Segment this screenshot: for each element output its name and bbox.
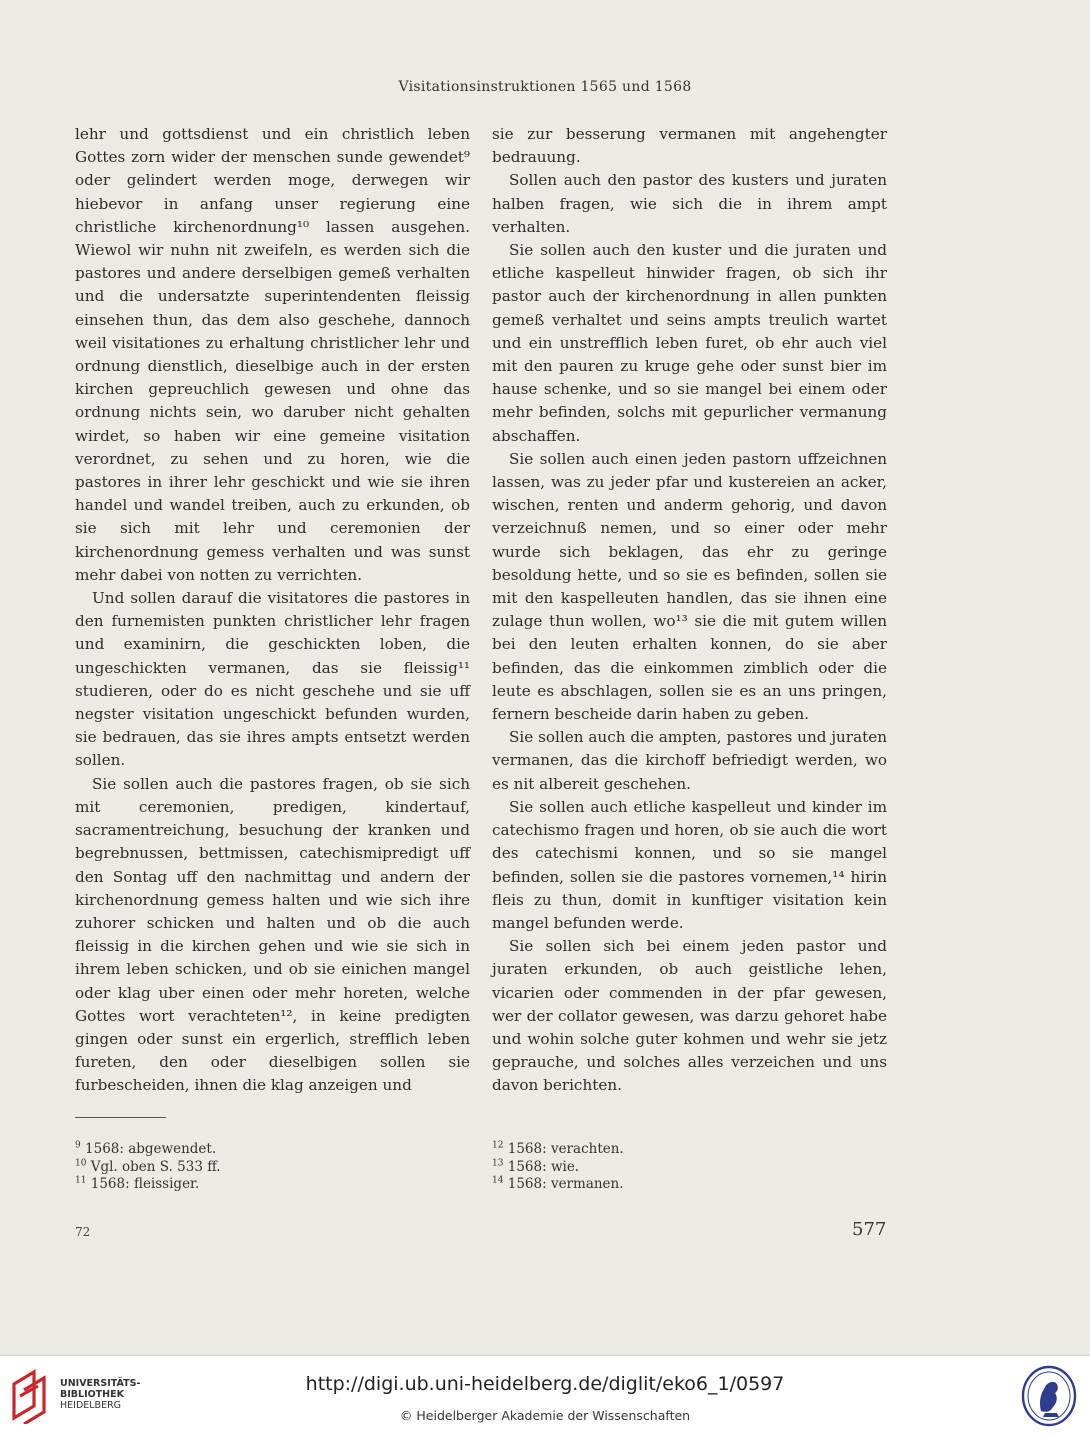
signature-mark: 72 bbox=[75, 1225, 91, 1239]
page-number: 577 bbox=[852, 1219, 887, 1240]
footnote-text: 1568: fleissiger. bbox=[90, 1176, 200, 1192]
left-column bbox=[75, 123, 470, 1098]
paragraph: Sie sollen auch den kuster und die juraten und etliche kaspelleut hinwider fragen, ob sich ihr pastor auch der kirchenordnung in allen punkten gemeß verhaltet und seins ampts treulich wartet und ein unstrefflich leben furet, ob ehr auch viel mit den pauren zu kruge gehe oder sunst bier im hause schenke, und so sie mangel bei einem oder mehr befinden, solchs mit gepurlicher vermanung abschaffen. bbox=[492, 241, 887, 445]
paragraph: Sie sollen auch die pastores fragen, ob sie sich mit ceremonien, predigen, kindertauf, sacramentreichung, besuchung der kranken und begrebnussen, bettmissen, catechismipredigt uff den Sontag uff den nachmittag und andern der kirchenordnung gemess halten und wie sich ihre zuhorer schicken und halten und ob die auch fleissig in die kirchen gehen und wie sie sich in ihrem leben schicken, und ob sie einichen mangel oder klag uber einen oder mehr horeten, welche Gottes wort verachteten¹², in keine predigten gingen oder sunst ein ergerlich, strefflich leben fureten, den oder dieselbigen sollen sie furbescheiden, ihnen die klag anzeigen und bbox=[75, 774, 470, 1095]
footnote bbox=[75, 1141, 221, 1159]
footnote bbox=[75, 1176, 221, 1194]
paragraph: Und sollen darauf die visitatores die pastores in den furnemisten punkten christlicher lehr fragen und examinirn, die geschickten loben, die ungeschickten vermanen, das sie fleissig¹¹ studieren, oder do es nicht geschehe und sie uff negster visitation ungeschickt befunden wurden, sie bedrauen, das sie ihres ampts entsetzt werden sollen. bbox=[75, 589, 470, 770]
footnote-text: 1568: abgewendet. bbox=[85, 1141, 217, 1157]
paragraph: Sie sollen auch etliche kaspelleut und kinder im catechismo fragen und horen, ob sie auch die wort des catechismi konnen, und so sie mangel befinden, sollen sie die pastores vornemen,¹⁴ hirin fleis zu thun, domit in kunftiger visitation kein mangel befunden werde. bbox=[492, 797, 887, 932]
permalink[interactable]: http://digi.ub.uni-heidelberg.de/diglit/eko6_1/0597 bbox=[305, 1373, 785, 1395]
footnote-number: 14 bbox=[492, 1175, 504, 1186]
library-name-line: UNIVERSITÄTS- bbox=[60, 1378, 141, 1389]
footnote-number: 13 bbox=[492, 1158, 504, 1168]
paragraph: Sie sollen sich bei einem jeden pastor und juraten erkunden, ob auch geistliche lehen, vicarien oder commenden in der pfar gewesen, wer der collator gewesen, was darzu gehoret habe und wohin solche guter kohmen und wehr sie jetz geprauche, und solches alles verzeichen und uns davon berichten. bbox=[492, 937, 887, 1095]
footnote-number: 11 bbox=[75, 1175, 87, 1186]
copyright-notice: © Heidelberger Akademie der Wissenschaften bbox=[399, 1408, 691, 1423]
footnote-number: 12 bbox=[492, 1140, 504, 1151]
footnote-text: 1568: wie. bbox=[507, 1158, 580, 1175]
right-column bbox=[492, 123, 887, 1098]
paragraph: lehr und gottsdienst und ein christlich leben Gottes zorn wider der menschen sunde gewendet⁹ oder gelindert werden moge, derwegen wir hiebevor in anfang unser regierung eine christliche kirchenordnung¹⁰ lassen ausgehen. Wiewol wir nuhn nit zweifeln, es werden sich die pastores und andere derselbigen gemeß verhalten und die undersatzte superintendenten fleissig einsehen thun, das dem also geschehe, dannoch weil visitationes zu erhaltung christlicher lehr und ordnung dienstlich, dieselbige auch in der ersten kirchen gepreuchlich gewesen und ohne das ordnung nichts sein, wo daruber nicht gehalten wirdet, so haben wir eine gemeine visitation verordnet, zu sehen und zu horen, wie die pastores in ihrer lehr geschickt und wie sie ihren handel und wandel treiben, auch zu erkunden, ob sie sich mit lehr und ceremonien der kirchenordnung gemess verhalten und was sunst mehr dabei von notten zu verrichten. bbox=[75, 125, 470, 584]
paragraph: sie zur besserung vermanen mit angehengter bedrauung. bbox=[492, 125, 887, 167]
paragraph: Sie sollen auch die ampten, pastores und juraten vermanen, das die kirchoff befriedigt werden, wo es nit albereit geschehen. bbox=[492, 728, 887, 793]
footnote-text: Vgl. oben S. 533 ff. bbox=[90, 1158, 221, 1175]
academy-seal-icon[interactable] bbox=[1021, 1365, 1077, 1427]
viewer-footer bbox=[0, 1355, 1090, 1435]
footnote bbox=[492, 1176, 624, 1194]
library-name-line: HEIDELBERG bbox=[60, 1400, 122, 1411]
footnote bbox=[492, 1159, 624, 1177]
library-name-line: BIBLIOTHEK bbox=[60, 1389, 124, 1400]
running-head: Visitationsinstruktionen 1565 und 1568 bbox=[398, 79, 692, 95]
footnote-number: 9 bbox=[75, 1140, 81, 1151]
footnote-rule bbox=[75, 1117, 166, 1118]
footnote-text: 1568: vermanen. bbox=[507, 1176, 624, 1192]
footnote bbox=[75, 1159, 221, 1177]
footnotes-right bbox=[492, 1141, 624, 1194]
paragraph: Sie sollen auch einen jeden pastorn uffzeichnen lassen, was zu jeder pfar und kustereien an acker, wischen, renten und anderm gehorig, und davon verzeichnuß nemen, und so einer oder mehr wurde sich beklagen, das ehr zu geringe besoldung hette, und so sie es befinden, sollen sie mit den kaspelleuten handlen, das sie ihnen eine zulage thun wollen, wo¹³ sie die mit gutem willen bei den leuten erhalten konnen, do sie aber befinden, das die einkommen zimblich oder die leute es abschlagen, sollen sie es an uns pringen, fernern bescheide darin haben zu geben. bbox=[492, 449, 887, 724]
footnote-text: 1568: verachten. bbox=[507, 1141, 624, 1157]
footnote-number: 10 bbox=[75, 1158, 87, 1168]
footnote bbox=[492, 1141, 624, 1159]
paragraph: Sollen auch den pastor des kusters und juraten halben fragen, wie sich die in ihrem ampt verhalten. bbox=[492, 171, 887, 236]
footnotes-left bbox=[75, 1141, 221, 1194]
